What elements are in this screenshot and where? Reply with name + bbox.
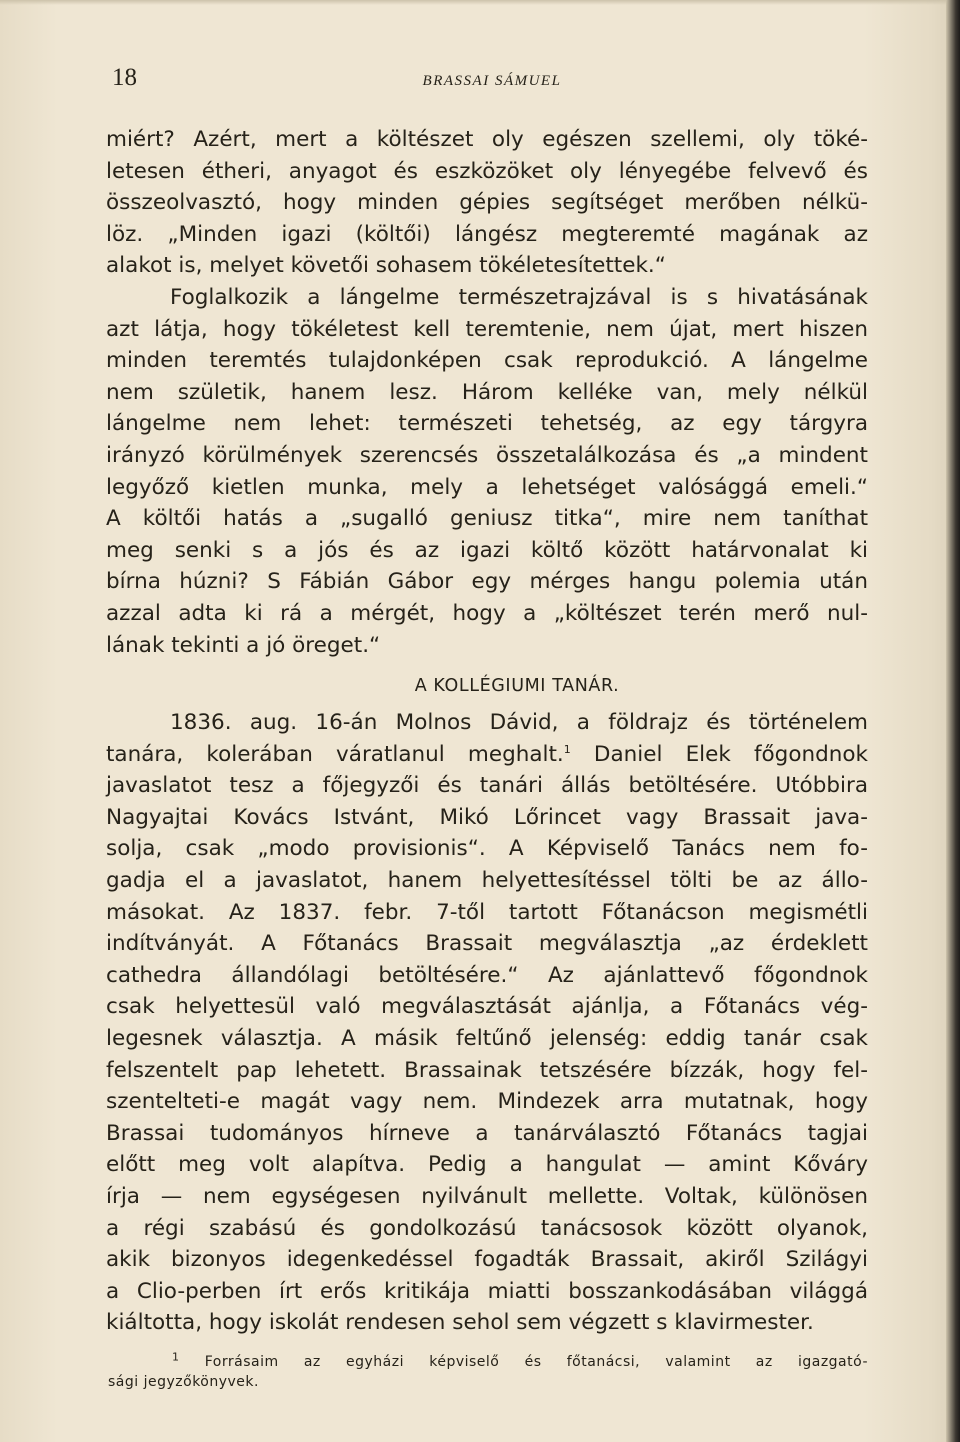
page-header [112, 64, 872, 104]
text-line: gadja el a javaslatot, hanem helyettesítéssel tölti be az állo- [106, 868, 868, 894]
text-line: a régi szabású és gondolkozású tanácsosok között olyanok, [106, 1215, 868, 1241]
text-line: cathedra állandólagi betöltésére.“ Az ajánlattevő főgondnok [106, 962, 868, 988]
body-text [106, 124, 868, 1339]
text-line: bírna húzni? S Fábián Gábor egy mérges hangu polemia után [106, 569, 868, 595]
footnote-marker: 1 [172, 1350, 180, 1364]
text-line: másokat. Az 1837. febr. 7-től tartott Főtanácson megismétli [106, 899, 868, 925]
text-line: írja — nem egységesen nyilvánult mellette. Voltak, különösen [106, 1184, 868, 1209]
text-fragment: tanára, kolerában váratlanul meghalt. [106, 741, 564, 767]
text-line: meg senki s a jós és az igazi költő között határvonalat ki [106, 537, 868, 563]
text-line: azt látja, hogy tökéletest kell teremtenie, nem újat, mert hiszen [106, 316, 868, 342]
text-line: A költői hatás a „sugalló geniusz titka“, mire nem taníthat [106, 506, 868, 532]
text-line: indítványát. A Főtanács Brassait megválasztja „az érdeklett [106, 931, 868, 957]
text-line: előtt meg volt alapítva. Pedig a hangulat — amint Kőváry [106, 1152, 868, 1178]
text-line-with-footnote-ref [106, 739, 868, 771]
footnote-line [108, 1352, 868, 1372]
page-top-edge [0, 0, 946, 5]
text-line: felszentelt pap lehetett. Brassainak tetszésére bízzák, hogy fel- [106, 1057, 868, 1083]
text-line: miért? Azért, mert a költészet oly egészen szellemi, oly töké- [106, 127, 868, 152]
footnote-text: Forrásaim az egyházi képviselő és főtanácsi, valamint az igazgató- [204, 1354, 868, 1370]
text-line: Nagyajtai Kovács Istvánt, Mikó Lőrincet vagy Brassait java- [106, 804, 868, 830]
text-line: lángelme nem lehet: természeti tehetség, az egy tárgyra [106, 411, 868, 437]
running-head: BRASSAI SÁMUEL [422, 73, 562, 89]
text-fragment: Daniel Elek főgondnok [570, 741, 868, 767]
text-line: akik bizonyos idegenkedéssel fogadták Brassait, akiről Szilágyi [106, 1247, 868, 1273]
text-line: azzal adta ki rá a mérgét, hogy a „költészet terén merő nul- [106, 600, 868, 626]
text-line: legyőző kietlen munka, mely a lehetséget valósággá emeli.“ [106, 474, 868, 500]
text-line: minden teremtés tulajdonképen csak reprodukció. A lángelme [106, 348, 868, 374]
text-line: letesen étheri, anyagot és eszközöket oly lényegébe felvevő és [106, 158, 868, 184]
text-line: löz. „Minden igazi (költői) lángész megteremté magának az [106, 221, 868, 247]
text-line: összeolvasztó, hogy minden gépies segítséget merőben nélkü- [106, 190, 868, 216]
text-line: nem születik, hanem lesz. Három kelléke van, mely nélkül [106, 379, 868, 405]
footnote-line: sági jegyzőkönyvek. [108, 1374, 259, 1390]
text-line: Foglalkozik a lángelme természetrajzával is s hivatásának [170, 284, 868, 310]
text-line: kiáltotta, hogy iskolát rendesen sehol sem végzett s klavirmester. [106, 1310, 814, 1336]
text-line: irányzó körülmények szerencsés összetalálkozása és „a mindent [106, 442, 868, 468]
text-line: a Clio-perben írt erős kritikája miatti bosszankodásában világgá [106, 1278, 868, 1304]
text-line: szentelteti-e magát vagy nem. Mindezek arra mutatnak, hogy [106, 1089, 868, 1115]
page-number: 18 [112, 64, 137, 91]
text-line: 1836. aug. 16-án Molnos Dávid, a földrajz és történelem [170, 710, 868, 736]
text-line: alakot is, melyet követői sohasem tökéletesítettek.“ [106, 253, 666, 279]
footnote-reference: 1 [563, 742, 571, 756]
text-line: solja, csak „modo provisionis“. A Képviselő Tanács nem fo- [106, 836, 868, 862]
section-heading: A KOLLÉGIUMI TANÁR. [414, 676, 620, 697]
text-line: lának tekinti a jó öreget.“ [106, 632, 381, 658]
page-binding-edge [946, 0, 960, 1442]
text-line: Brassai tudományos hírneve a tanárválasztó Főtanács tagjai [106, 1120, 868, 1146]
text-line: csak helyettesül való megválasztását ajánlja, a Főtanács vég- [106, 994, 868, 1020]
text-line: legesnek választja. A másik feltűnő jelenség: eddig tanár csak [106, 1026, 868, 1052]
footnote [108, 1352, 868, 1392]
text-line: javaslatot tesz a főjegyzői és tanári állás betöltésére. Utóbbira [106, 773, 868, 799]
